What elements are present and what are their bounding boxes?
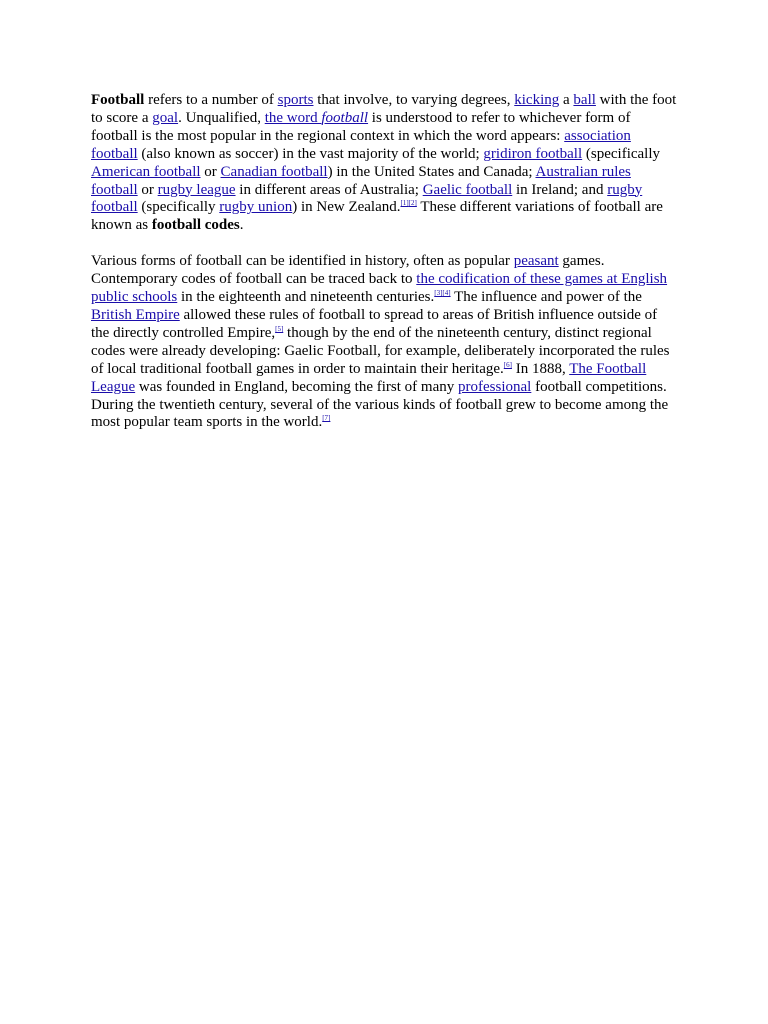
link-ball[interactable]: ball (573, 92, 596, 108)
link-british-empire[interactable]: British Empire (91, 306, 180, 323)
link-professional[interactable]: professional (458, 378, 532, 395)
link-association-football[interactable]: association football (91, 127, 631, 162)
citation-3[interactable]: [3] (434, 289, 443, 298)
term-football: Football (91, 92, 145, 108)
link-american-football[interactable]: American football (91, 163, 201, 180)
link-goal[interactable]: goal (152, 109, 179, 126)
paragraph-history: Various forms of football can be identified in history, often as popular peasant games. Contemporary codes of football can be traced back to the codification of these games at English public schools in the eighteenth and nineteenth centuries.[3][4] The influence and power of the British Empire allowed these rules of football to spread to areas of British influence outside of the directly controlled Empire,[5] though by the end of the nineteenth century, distinct regional codes were already developing: Gaelic Football, for example, deliberately incorporated the rules of local traditional football games in order to maintain their heritage.[6] In 1888, The Football League was founded in England, becoming the first of many professional football competitions. During the twentieth century, several of the various kinds of football grew to become among the most popular team sports in the world.[7] (91, 253, 670, 431)
citation-5[interactable]: [5] (275, 324, 284, 333)
link-rugby-football[interactable]: rugby football (91, 181, 643, 216)
citation-2[interactable]: [2] (408, 199, 417, 208)
link-the-word-football[interactable]: the word football (264, 109, 369, 126)
link-canadian-football[interactable]: Canadian football (220, 163, 328, 180)
citation-7[interactable]: [7] (322, 414, 331, 423)
link-sports[interactable]: sports (277, 92, 314, 108)
link-the-football-league[interactable]: The Football League (91, 360, 647, 395)
term-football-codes: football codes (151, 217, 240, 234)
link-gaelic-football[interactable]: Gaelic football (422, 181, 513, 198)
link-kicking[interactable]: kicking (514, 92, 560, 108)
link-australian-rules-football[interactable]: Australian rules football (91, 163, 631, 198)
citation-4[interactable]: [4] (442, 289, 451, 298)
citation-1[interactable]: [1] (400, 199, 409, 208)
link-rugby-union[interactable]: rugby union (219, 199, 293, 216)
link-rugby-league[interactable]: rugby league (157, 181, 236, 198)
link-peasant[interactable]: peasant (513, 253, 559, 270)
citation-6[interactable]: [6] (503, 360, 512, 369)
paragraph-intro: Football refers to a number of sports that involve, to varying degrees, kicking a ball with the foot to score a goal. Unqualified, the word football is understood to refer to whichever form of football is the most popular in the regional context in which the word appears: association football (also known as soccer) in the vast majority of the world; gridiron football (specifically American football or Canadian football) in the United States and Canada; Australian rules football or rugby league in different areas of Australia; Gaelic football in Ireland; and rugby football (specifically rugby union) in New Zealand.[1][2] These different variations of football are known as football codes. (91, 92, 677, 234)
link-gridiron-football[interactable]: gridiron football (483, 145, 583, 162)
link-codification-english-public-schools[interactable]: the codification of these games at English public schools (91, 271, 668, 306)
document-body (91, 92, 677, 450)
